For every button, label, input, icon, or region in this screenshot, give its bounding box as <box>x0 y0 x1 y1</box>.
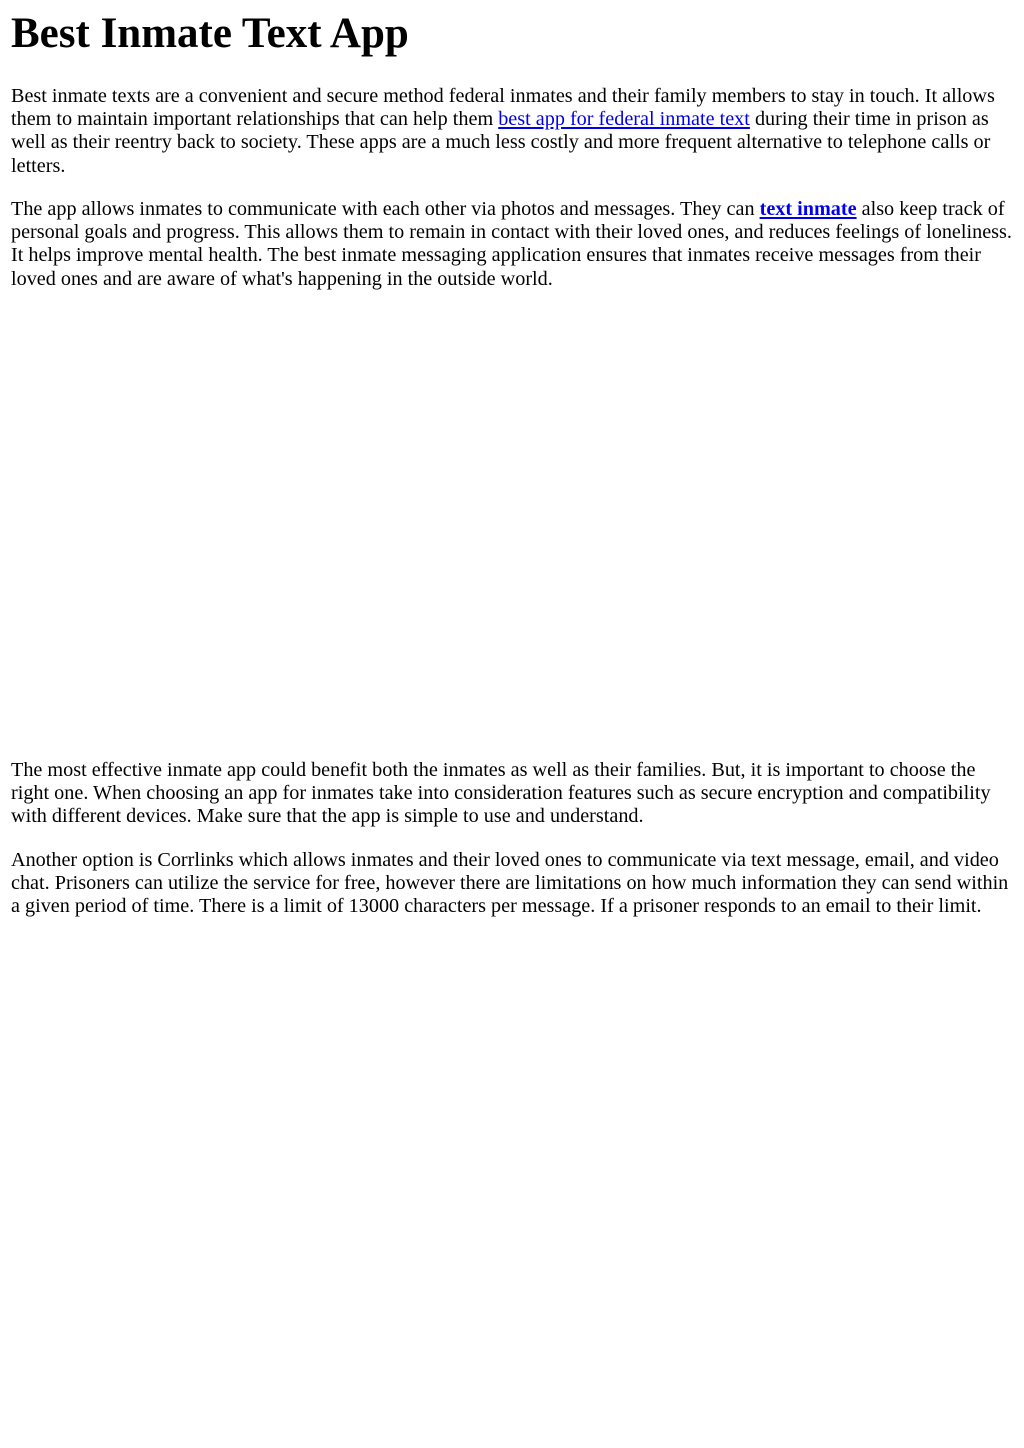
paragraph-text: The app allows inmates to communicate with each other via photos and messages. They can <box>11 198 760 220</box>
page-title: Best Inmate Text App <box>11 10 409 57</box>
paragraph-choosing: The most effective inmate app could benefit both the inmates as well as their families. But, it is important to choose the right one. When choosing an app for inmates take into consideration features such as secure encryption and compatibility with different devices. Make sure that the app is simple to use and understand. <box>11 759 991 828</box>
paragraph-corrlinks: Another option is Corrlinks which allows inmates and their loved ones to communicate via text message, email, and video chat. Prisoners can utilize the service for free, however there are limitations on how much information they can send within a given period of time. There is a limit of 13000 characters per message. If a prisoner responds to an email to their limit. <box>11 849 1009 918</box>
paragraph-intro <box>11 85 1014 178</box>
paragraph-text: also keep track of personal goals and progress. This allows them to remain in contact with their loved ones, and reduces feelings of loneliness. It helps improve mental health. The best inmate messaging application ensures that inmates receive messages from their loved ones and are aware of what's happening in the outside world. <box>11 198 1012 290</box>
paragraph-text: during their time in prison as well as their reentry back to society. These apps are a much less costly and more frequent alternative to telephone calls or letters. <box>11 108 991 177</box>
text-inmate-link[interactable]: text inmate <box>759 198 857 220</box>
paragraph-features <box>11 198 1014 291</box>
paragraph-text: Best inmate texts are a convenient and secure method federal inmates and their family members to stay in touch. It allows them to maintain important relationships that can help them <box>11 85 995 131</box>
best-app-link[interactable]: best app for federal inmate text <box>498 108 750 131</box>
